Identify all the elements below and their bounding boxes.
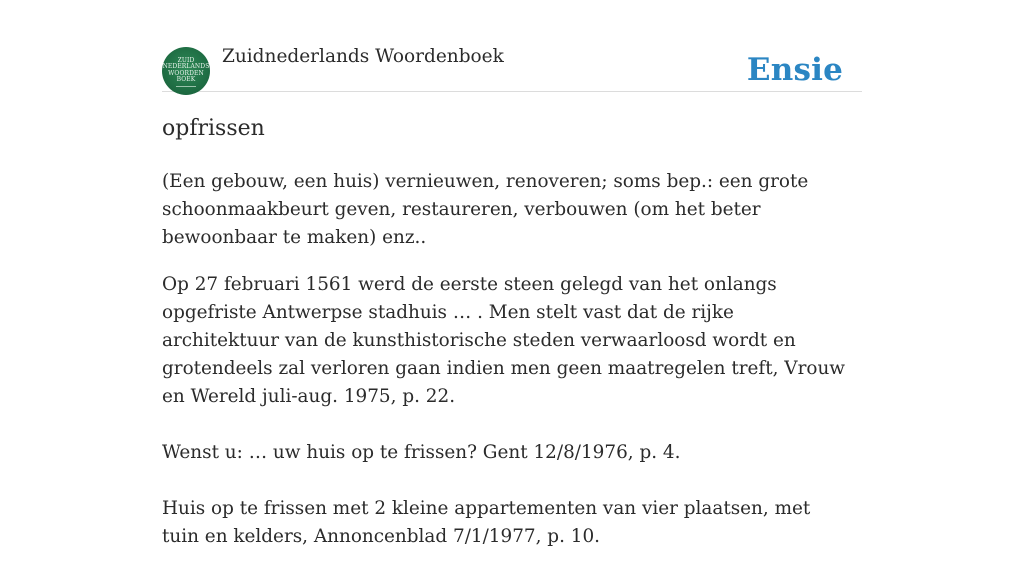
logo-rule bbox=[176, 86, 196, 87]
entry-definition: (Een gebouw, een huis) vernieuwen, renoveren; soms bep.: een grote schoonmaakbeurt geven, restaureren, verbouwen (om het beter bewoonbaar te maken) enz.. bbox=[162, 171, 809, 248]
dictionary-logo[interactable] bbox=[162, 47, 210, 95]
site-title-link[interactable]: Zuidnederlands Woordenboek bbox=[222, 46, 504, 67]
logo-line-4: BOEK bbox=[176, 76, 196, 83]
logo-line-3: WOORDEN bbox=[168, 69, 204, 77]
site-header bbox=[162, 46, 862, 92]
logo-line-1: ZUID bbox=[177, 56, 195, 64]
entry-quote-3: Huis op te frissen met 2 kleine appartementen van vier plaatsen, met tuin en kelders, Annoncenblad 7/1/1977, p. 10. bbox=[162, 498, 811, 547]
entry-quote-1: Op 27 februari 1561 werd de eerste steen gelegd van het onlangs opgefriste Antwerpse stadhuis … . Men stelt vast dat de rijke architektuur van de kunsthistorische steden verwaarloosd wordt en grotendeels zal verloren gaan indien men geen maatregelen treft, Vrouw en Wereld juli-aug. 1975, p. 22. bbox=[162, 274, 846, 407]
logo-line-2: NEDERLANDS bbox=[162, 63, 210, 70]
entry-headword: opfrissen bbox=[162, 116, 265, 141]
entry-content bbox=[162, 168, 852, 579]
ensie-brand-link[interactable]: Ensie bbox=[746, 52, 843, 88]
entry-quote-2: Wenst u: … uw huis op te frissen? Gent 12/8/1976, p. 4. bbox=[162, 442, 681, 463]
